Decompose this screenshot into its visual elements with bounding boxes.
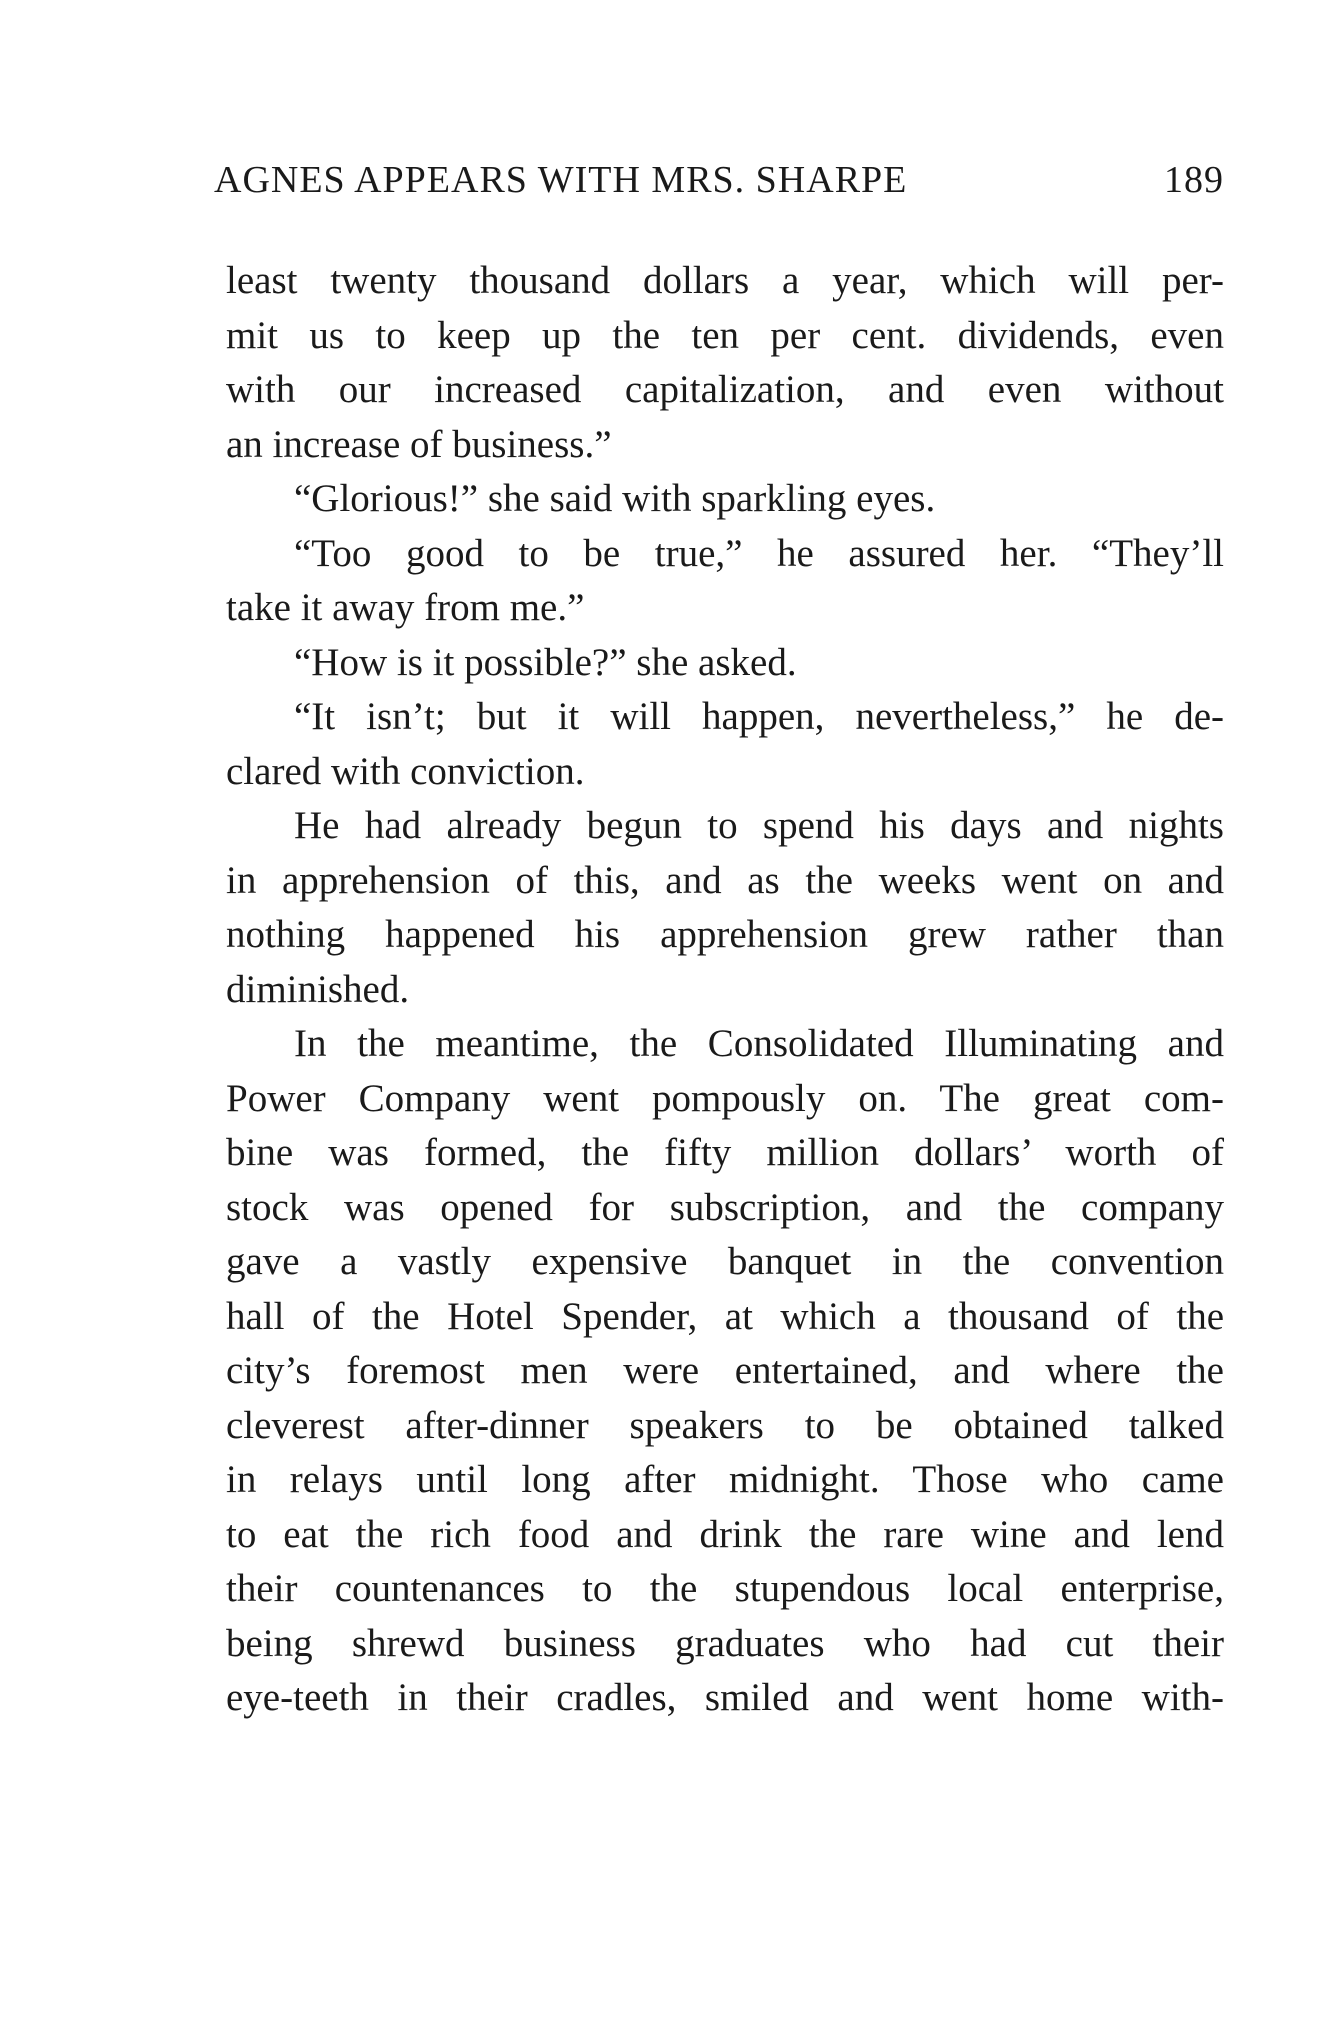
text-line: “Too good to be true,” he assured her. “They’ll: [294, 531, 1224, 575]
text-line: nothing happened his apprehension grew rather than: [226, 913, 1224, 956]
text-line: “How is it possible?” she asked.: [294, 640, 797, 684]
text-line: Power Company went pompously on. The great com-: [226, 1076, 1224, 1120]
page-number: 189: [1164, 159, 1224, 201]
text-line: In the meantime, the Consolidated Illuminating and: [294, 1022, 1224, 1065]
text-line: to eat the rich food and drink the rare wine and lend: [226, 1512, 1224, 1556]
text-line: clared with conviction.: [226, 749, 585, 793]
text-line: bine was formed, the fifty million dollars’ worth of: [226, 1131, 1224, 1174]
text-line: “Glorious!” she said with sparkling eyes.: [294, 477, 936, 520]
text-line: their countenances to the stupendous local enterprise,: [226, 1567, 1224, 1610]
text-line: city’s foremost men were entertained, and where the: [226, 1349, 1224, 1392]
text-line: mit us to keep up the ten per cent. dividends, even: [226, 313, 1224, 357]
page-body-text: [226, 254, 1224, 1726]
text-line: in apprehension of this, and as the weeks went on and: [226, 858, 1224, 902]
text-line: cleverest after-dinner speakers to be obtained talked: [226, 1403, 1224, 1447]
text-line: with our increased capitalization, and even without: [226, 368, 1224, 411]
text-line: in relays until long after midnight. Those who came: [226, 1458, 1224, 1501]
text-line: an increase of business.”: [226, 422, 612, 466]
text-line: least twenty thousand dollars a year, which will per-: [226, 259, 1224, 302]
text-line: eye-teeth in their cradles, smiled and went home with-: [226, 1676, 1224, 1719]
text-line: hall of the Hotel Spender, at which a thousand of the: [226, 1294, 1224, 1338]
running-header: [214, 158, 1224, 208]
text-line: stock was opened for subscription, and the company: [226, 1185, 1224, 1229]
text-line: diminished.: [226, 967, 410, 1011]
text-line: gave a vastly expensive banquet in the convention: [226, 1240, 1224, 1283]
text-line: He had already begun to spend his days and nights: [294, 804, 1224, 847]
text-line: being shrewd business graduates who had cut their: [226, 1621, 1224, 1665]
text-line: “It isn’t; but it will happen, nevertheless,” he de-: [294, 695, 1224, 738]
text-line: take it away from me.”: [226, 586, 585, 629]
chapter-title: AGNES APPEARS WITH MRS. SHARPE: [214, 159, 908, 201]
